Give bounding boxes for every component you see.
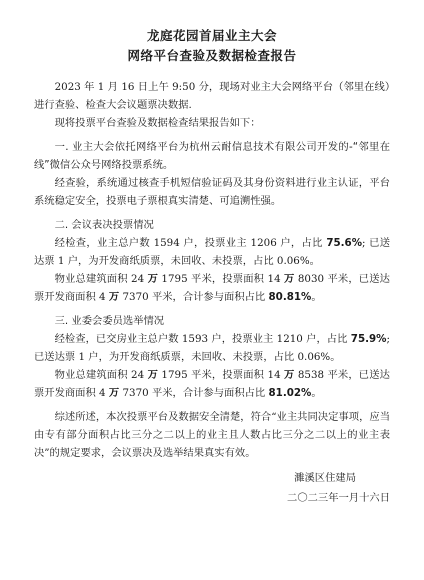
report-title-line-1: 龙庭花园首届业主大会: [146, 28, 277, 43]
section-3-area-paragraph: 物业总建筑面积 24 万 1795 平米，投票面积 14 万 8538 平米，已送达票开发商面积 4 万 7370 平米，合计参与面积占比 81.02%。: [34, 369, 390, 399]
section-1-body: 经查验，系统通过核查手机短信验证码及其身份资料进行业主认证，平台系统稳定安全，投票电子票根真实清楚、可追溯性强。: [34, 177, 390, 207]
section-2-heading: 二. 会议表决投票情况: [54, 219, 154, 231]
section-3-heading: 三. 业委会委员选举情况: [54, 315, 165, 327]
section-2-area-paragraph: 物业总建筑面积 24 万 1795 平米，投票面积 14 万 8030 平米，已送达票开发商面积 4 万 7370 平米，合计参与面积占比 80.81%。: [34, 273, 390, 303]
signature-date: 二〇二三年一月十六日: [287, 492, 390, 504]
section-3-area-percent: 81.02%: [268, 387, 312, 399]
intro-paragraph: 2023 年 1 月 16 日上午 9:50 分，现场对业主大会网络平台（邻里在线）进行查验、检查大会议题票决数据.: [34, 81, 390, 111]
section-1-heading: 一. 业主大会依托网络平台为杭州云耐信息技术有限公司开发的-“邻里在线”微信公众号网络投票系统。: [34, 141, 390, 171]
signature-organization: 濉溪区住建局: [294, 472, 356, 484]
report-title-line-2: 网络平台查验及数据检查报告: [127, 48, 297, 63]
conclusion-paragraph: 综述所述，本次投票平台及数据安全清楚，符合“业主共同决定事项，应当由专有部分面积占比三分之二以上的业主且人数占比三分之二以上的业主表决”的规定要求，会议票决及选举结果真实有效。: [34, 411, 390, 459]
section-2-household-percent: 75.6%: [326, 237, 363, 249]
section-2-household-paragraph: 经检查，业主总户数 1594 户，投票业主 1206 户，占比 75.6%; 已送达票 1 户，为开发商纸质票，未回收、未投票，占比 0.06%。: [34, 237, 390, 267]
lead-paragraph: 现将投票平台查验及数据检查结果报告如下：: [54, 117, 261, 129]
section-2-area-percent: 80.81%: [268, 291, 312, 303]
section-3-household-paragraph: 经检查，已交房业主总户数 1593 户，投票业主 1210 户，占比 75.9%; 已送达票 1 户，为开发商纸质票，未回收、未投票，占比 0.06%。: [34, 333, 390, 363]
section-3-household-percent: 75.9%: [350, 333, 387, 345]
